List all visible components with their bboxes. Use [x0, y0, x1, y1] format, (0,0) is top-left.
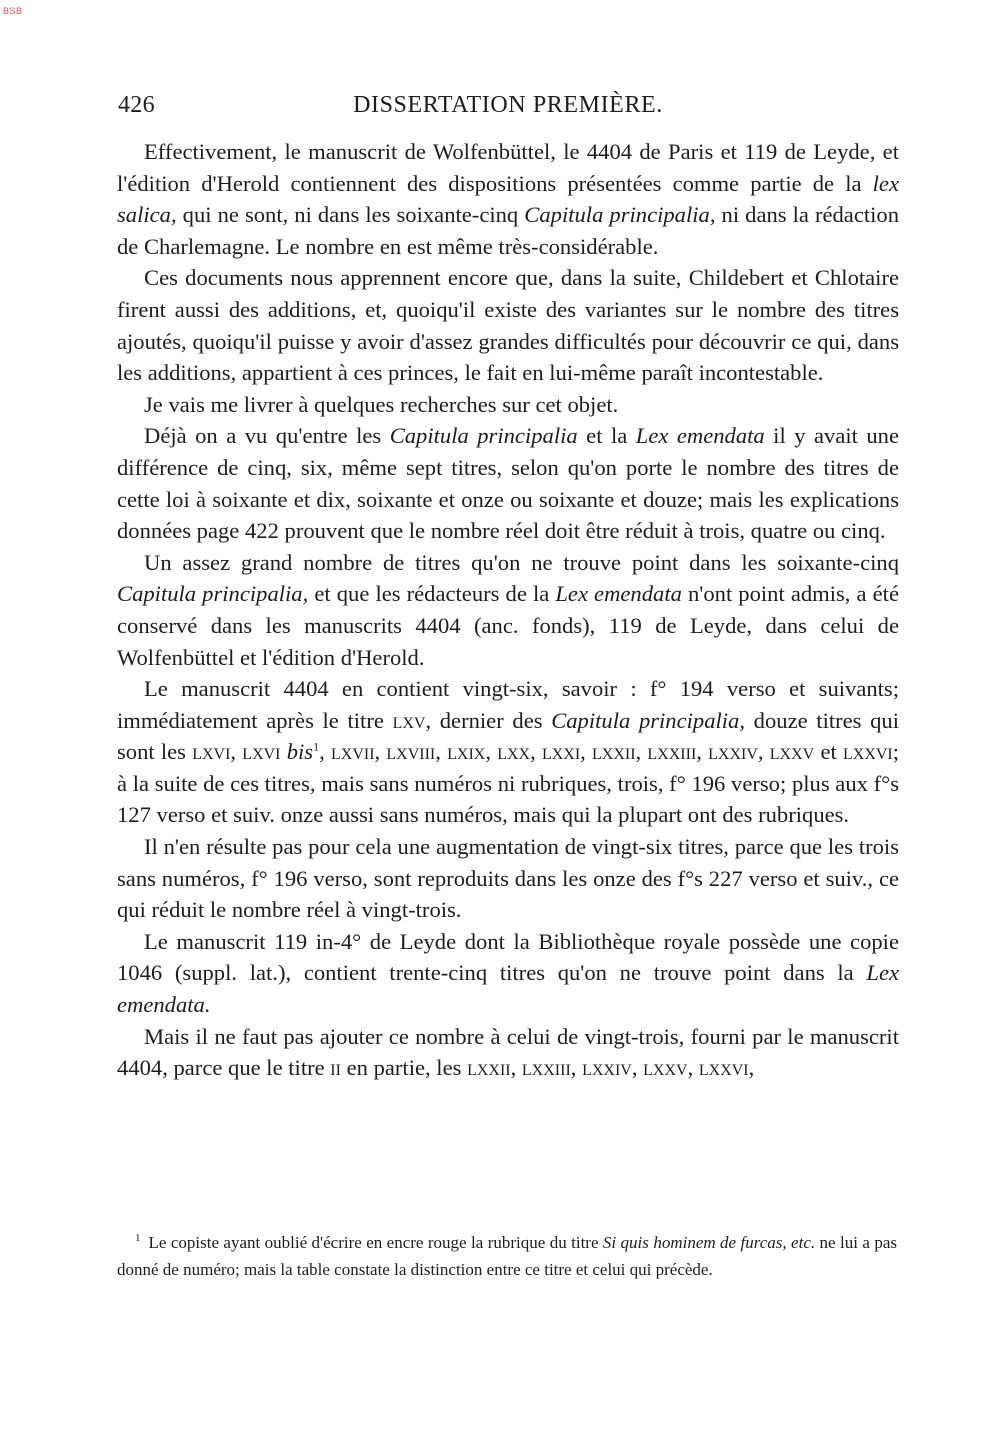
paragraph: [117, 673, 899, 831]
text-run: il y avait une différence de cinq, six, même sept titres, selon qu'on porte le nombre des titres de cette loi à soixante et dix, soixante et onze ou soixante et douze; mais les explications données page 422 prouvent que le nombre réel doit être réduit à trois, quatre ou cinq.: [117, 423, 900, 544]
footnote: [117, 1230, 897, 1283]
small-caps-numeral: lxxvi: [842, 739, 893, 765]
italic-text: Capitula principalia,: [117, 581, 309, 607]
paragraph: [117, 1021, 899, 1084]
text-run: qui ne sont, ni dans les soixante-cinq: [176, 202, 525, 228]
small-caps-numeral: lxxii, lxxiii, lxxiv, lxxv, lxxvi: [467, 1055, 749, 1081]
paragraph: [117, 136, 899, 262]
text-run: Le manuscrit 4404 en contient vingt-six, savoir : f° 194 verso et suivants; immédiatement après le titre: [117, 676, 899, 733]
footnote-text: [117, 1233, 897, 1279]
small-caps-numeral: lxvii, lxviii, lxix, lxx, lxxi, lxxii, lxxiii, lxxiv, lxxv: [330, 739, 815, 765]
text-run: et que les rédacteurs de la: [308, 581, 556, 607]
text-run: ; à la suite de ces titres, mais sans numéros ni rubriques, trois, f° 196 verso; plus aux f°s 127 verso et suiv. onze aussi sans numéros, mais qui la plupart ont des rubriques.: [117, 739, 900, 828]
text-run: Ces documents nous apprennent encore que, dans la suite, Childebert et Chlotaire firent aussi des additions, et, quoiqu'il existe des variantes sur le nombre des titres ajoutés, quoiqu'il puisse y avoir d'assez grandes difficultés pour découvrir ce qui, dans les additions, appartient à ces princes, le fait en lui-même paraît incontestable.: [117, 265, 899, 386]
small-caps-numeral: lxv: [392, 707, 426, 733]
text-run: et: [814, 739, 843, 765]
italic-text: Capitula principalia: [389, 423, 578, 449]
italic-text: Lex emendata.: [117, 960, 899, 1018]
small-caps-numeral: lxvi: [192, 739, 231, 765]
running-header: [118, 92, 898, 128]
text-run: n'ont point admis, a été conservé dans les manuscrits 4404 (anc. fonds), 119 de Leyde, dans celui de Wolfenbüttel et l'édition d'Herold.: [117, 581, 899, 670]
body-text: [117, 136, 899, 1084]
italic-text: Capitula principalia,: [551, 707, 746, 733]
text-run: Effectivement, le manuscrit de Wolfenbüttel, le 4404 de Paris et 119 de Leyde, et l'édition d'Herold contiennent des dispositions présentées comme partie de la: [117, 139, 899, 196]
text-run: Mais il ne faut pas ajouter ce nombre à celui de vingt-trois, fourni par le manuscrit 4404, parce que le titre: [117, 1023, 899, 1081]
text-run: et la: [577, 423, 636, 449]
footnote-number: 1: [135, 1232, 141, 1245]
italic-text: Si quis hominem de furcas, etc.: [602, 1233, 816, 1252]
text-run: en partie, les: [340, 1055, 468, 1081]
paragraph: [117, 831, 899, 926]
text-run: ni dans la rédaction de Charlemagne. Le nombre en est même très-considérable.: [117, 202, 899, 259]
footnote-reference: 1: [313, 739, 320, 754]
text-run: ,: [748, 1055, 755, 1081]
paragraph: [117, 389, 899, 421]
italic-text: bis: [286, 739, 314, 765]
text-run: ,: [319, 739, 331, 765]
page-number: 426: [118, 92, 155, 118]
small-caps-numeral: ii: [330, 1055, 341, 1081]
paragraph: [117, 547, 899, 673]
paragraph: [117, 262, 899, 388]
italic-text: Capitula principalia,: [524, 202, 716, 228]
text-run: ne lui a pas donné de numéro; mais la table constate la distinction entre ce titre et celui qui précède.: [117, 1233, 897, 1279]
italic-text: lex salica,: [117, 170, 899, 228]
paragraph: [117, 926, 899, 1021]
text-run: ,: [230, 739, 243, 765]
italic-text: Lex emendata: [555, 581, 682, 607]
library-stamp: BSB: [3, 6, 23, 16]
paragraph: [117, 420, 899, 546]
text-run: Un assez grand nombre de titres qu'on ne trouve point dans les soixante-cinq: [144, 549, 899, 575]
text-run: Je vais me livrer à quelques recherches sur cet objet.: [144, 391, 619, 417]
text-run: Déjà on a vu qu'entre les: [144, 423, 390, 449]
small-caps-numeral: lxvi: [242, 739, 281, 765]
footnote-paragraph: [117, 1230, 897, 1283]
text-run: Le copiste ayant oublié d'écrire en encre rouge la rubrique du titre: [148, 1233, 603, 1252]
text-run: , dernier des: [425, 707, 552, 733]
italic-text: Lex emendata: [635, 423, 765, 449]
text-run: douze titres qui sont les: [117, 707, 899, 765]
text-run: Il n'en résulte pas pour cela une augmentation de vingt-six titres, parce que les trois sans numéros, f° 196 verso, sont reproduits dans les onze des f°s 227 verso et suiv., ce qui réduit le nombre réel à vingt-trois.: [117, 834, 899, 923]
text-run: Le manuscrit 119 in-4° de Leyde dont la Bibliothèque royale possède une copie 1046 (suppl. lat.), contient trente-cinq titres qu'on ne trouve point dans la: [117, 928, 899, 986]
page-title: DISSERTATION PREMIÈRE.: [353, 92, 663, 118]
